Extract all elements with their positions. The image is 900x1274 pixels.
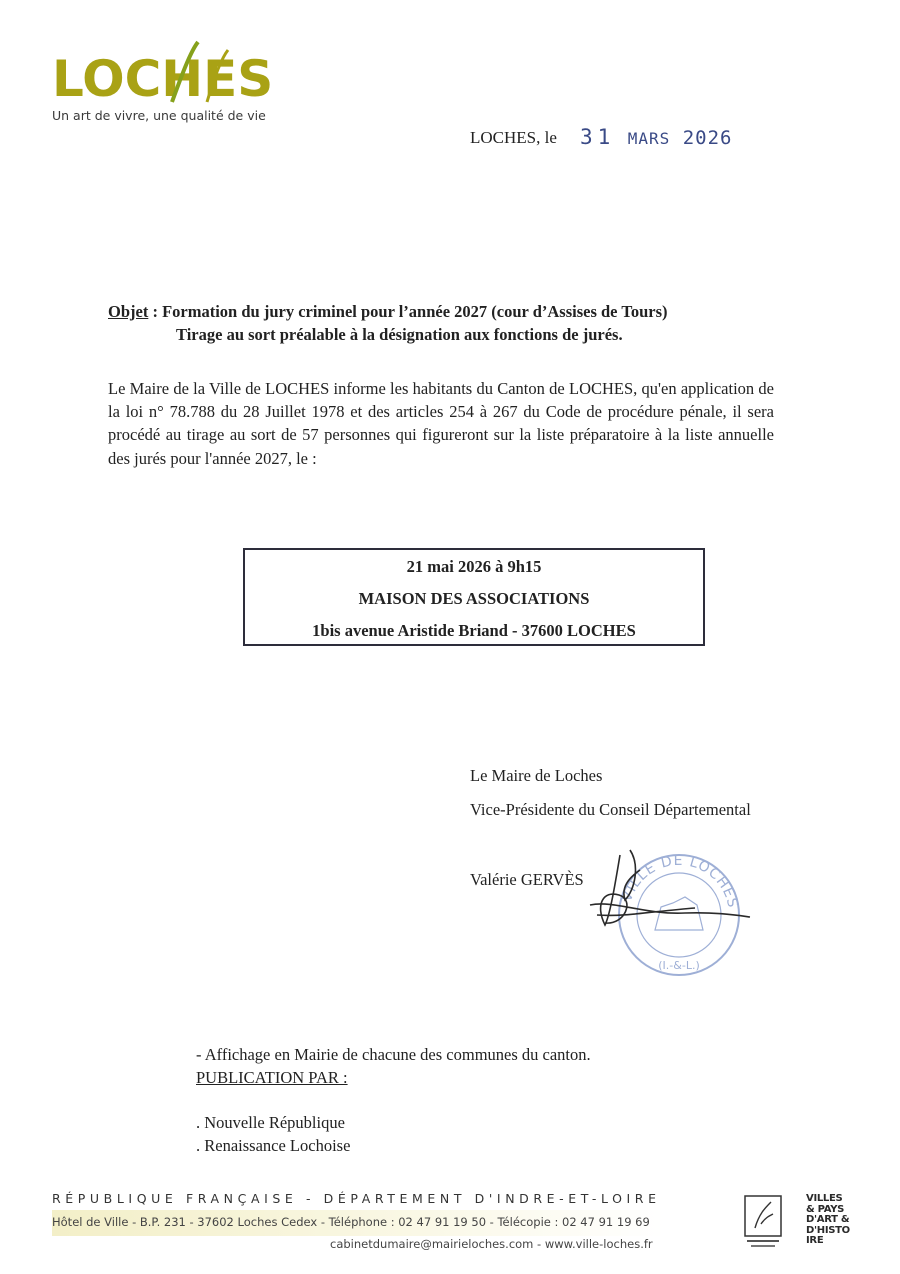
date-stamp xyxy=(580,125,733,149)
svg-text:VILLE DE LOCHES xyxy=(619,853,741,910)
letter-object xyxy=(108,300,808,346)
object-separator: : xyxy=(148,302,163,321)
body-paragraph: Le Maire de la Ville de LOCHES informe les habitants du Canton de LOCHES, qu'en application de la loi n° 78.788 du 28 Juillet 1978 et des articles 254 à 267 du Code de procédure pénale, il sera procédé au tirage au sort de 57 personnes qui figureront sur la liste préparatoire à la liste annuelle des jurés pour l'année 2027, le : xyxy=(108,379,774,468)
villes-pays-art-histoire-badge xyxy=(806,1194,852,1250)
event-box xyxy=(243,548,705,646)
stamp-month: MARS xyxy=(627,129,671,148)
object-line1-text: Formation du jury criminel pour l’année 2027 (cour d’Assises de Tours) xyxy=(162,302,668,321)
heritage-badge-icon xyxy=(743,1194,783,1250)
badge-line: D'HISTO xyxy=(806,1224,850,1236)
outlet-item: . Renaissance Lochoise xyxy=(196,1136,351,1155)
footer-contact-line: cabinetdumaire@mairieloches.com - www.ville-loches.fr xyxy=(330,1237,653,1251)
display-note: - Affichage en Mairie de chacune des communes du canton. xyxy=(196,1045,591,1064)
object-line-2: Tirage au sort préalable à la désignation aux fonctions de jurés. xyxy=(176,325,623,344)
town-logo xyxy=(52,40,282,132)
stamp-day: 31 xyxy=(580,125,616,149)
badge-line: IRE xyxy=(806,1235,824,1246)
event-address: 1bis avenue Aristide Briand - 37600 LOCHES xyxy=(312,621,636,640)
badge-line: D'ART & xyxy=(806,1214,850,1225)
badge-line: VILLES xyxy=(806,1193,843,1204)
outlet-item: . Nouvelle République xyxy=(196,1113,345,1132)
seal-and-signature xyxy=(585,845,755,995)
event-venue: MAISON DES ASSOCIATIONS xyxy=(358,589,590,608)
logo-swash-icon xyxy=(52,40,282,110)
signatory-title-2: Vice-Présidente du Conseil Départemental xyxy=(470,800,751,819)
logo-tagline: Un art de vivre, une qualité de vie xyxy=(52,108,266,123)
logo-wordmark: LOCHES xyxy=(52,50,274,108)
object-label: Objet xyxy=(108,302,149,321)
footer-republic-line: RÉPUBLIQUE FRANÇAISE - DÉPARTEMENT D'INDRE-ET-LOIRE xyxy=(52,1191,661,1206)
seal-text: VILLE DE LOCHES xyxy=(619,852,741,910)
object-line-1 xyxy=(108,300,808,323)
stamp-year: 2026 xyxy=(682,127,733,149)
publication-title: PUBLICATION PAR : xyxy=(196,1068,348,1087)
badge-line: & PAYS xyxy=(806,1203,845,1215)
footer-address-line: Hôtel de Ville - B.P. 231 - 37602 Loches Cedex - Téléphone : 02 47 91 19 50 - Télécopie : 02 47 91 19 69 xyxy=(52,1215,650,1229)
event-date-time: 21 mai 2026 à 9h15 xyxy=(406,557,542,576)
date-prefix: LOCHES, le xyxy=(470,128,557,147)
signatory-name: Valérie GERVÈS xyxy=(470,870,584,889)
seal-bottom-text: (I.-&-L.) xyxy=(658,959,700,972)
signatory-title-1: Le Maire de Loches xyxy=(470,766,603,785)
